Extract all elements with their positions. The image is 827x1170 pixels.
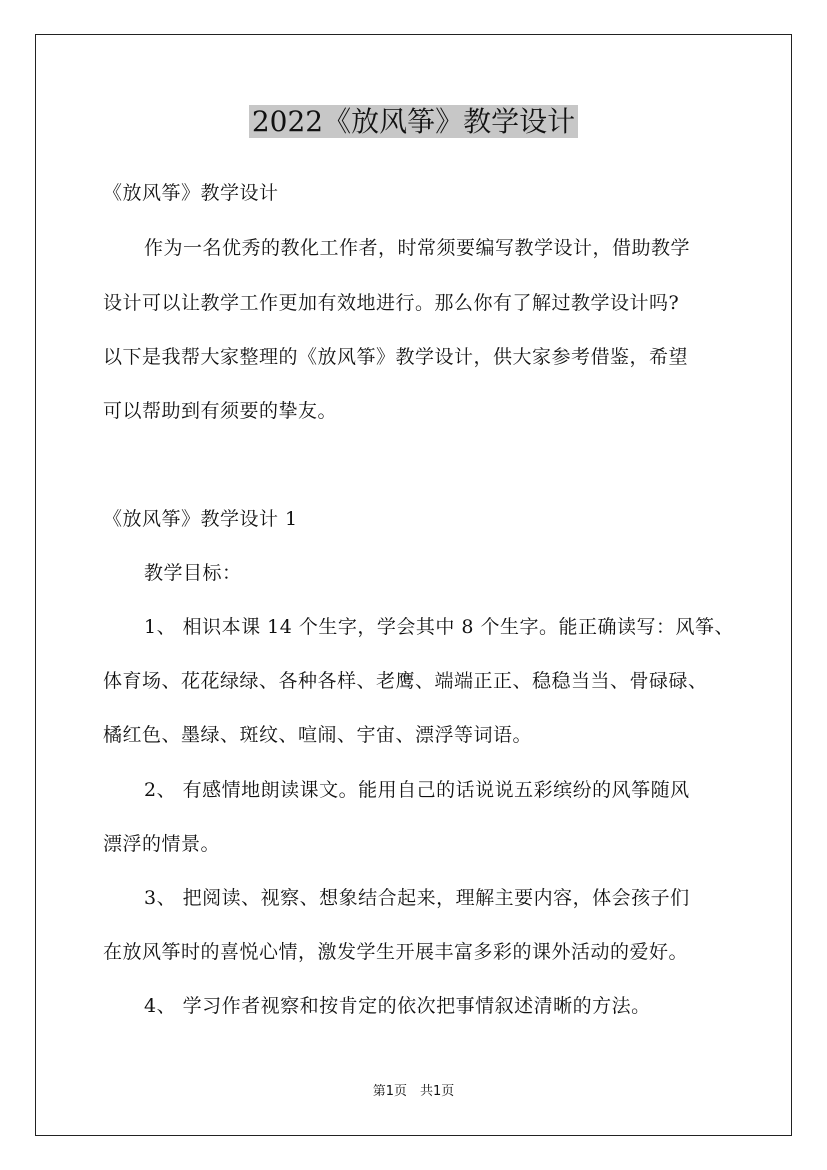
- goal-line-7: 在放风筝时的喜悦心情，激发学生开展丰富多彩的课外活动的爱好。: [103, 941, 689, 963]
- goals-heading: 教学目标：: [144, 562, 242, 584]
- goal-line-4: 2、 有感情地朗读课文。能用自己的话说说五彩缤纷的风筝随风: [144, 779, 690, 801]
- goal-line-3: 橘红色、墨绿、斑纹、喧闹、宇宙、漂浮等词语。: [103, 724, 533, 746]
- goal-line-8: 4、 学习作者视察和按肯定的依次把事情叙述清晰的方法。: [144, 995, 651, 1017]
- goal-line-6: 3、 把阅读、视察、想象结合起来，理解主要内容，体会孩子们: [144, 887, 690, 909]
- section-heading: 《放风筝》教学设计 1: [103, 508, 298, 530]
- page-footer: 第1页 共1页: [372, 1084, 455, 1099]
- goal-line-1: 1、 相识本课 14 个生字，学会其中 8 个生字。能正确读写：风筝、: [144, 616, 735, 638]
- document-subtitle: 《放风筝》教学设计: [103, 182, 279, 204]
- goal-line-5: 漂浮的情景。: [103, 833, 221, 855]
- document-title: [0, 100, 827, 144]
- intro-line-3: 以下是我帮大家整理的《放风筝》教学设计，供大家参考借鉴，希望: [103, 346, 689, 368]
- intro-line-1: 作为一名优秀的教化工作者，时常须要编写教学设计，借助教学: [144, 237, 691, 259]
- document-title-text: 2022《放风筝》教学设计: [249, 105, 578, 138]
- goal-line-2: 体育场、花花绿绿、各种各样、老鹰、端端正正、稳稳当当、骨碌碌、: [103, 670, 708, 692]
- intro-line-4: 可以帮助到有须要的挚友。: [103, 400, 338, 422]
- intro-line-2: 设计可以让教学工作更加有效地进行。那么你有了解过教学设计吗?: [103, 292, 680, 314]
